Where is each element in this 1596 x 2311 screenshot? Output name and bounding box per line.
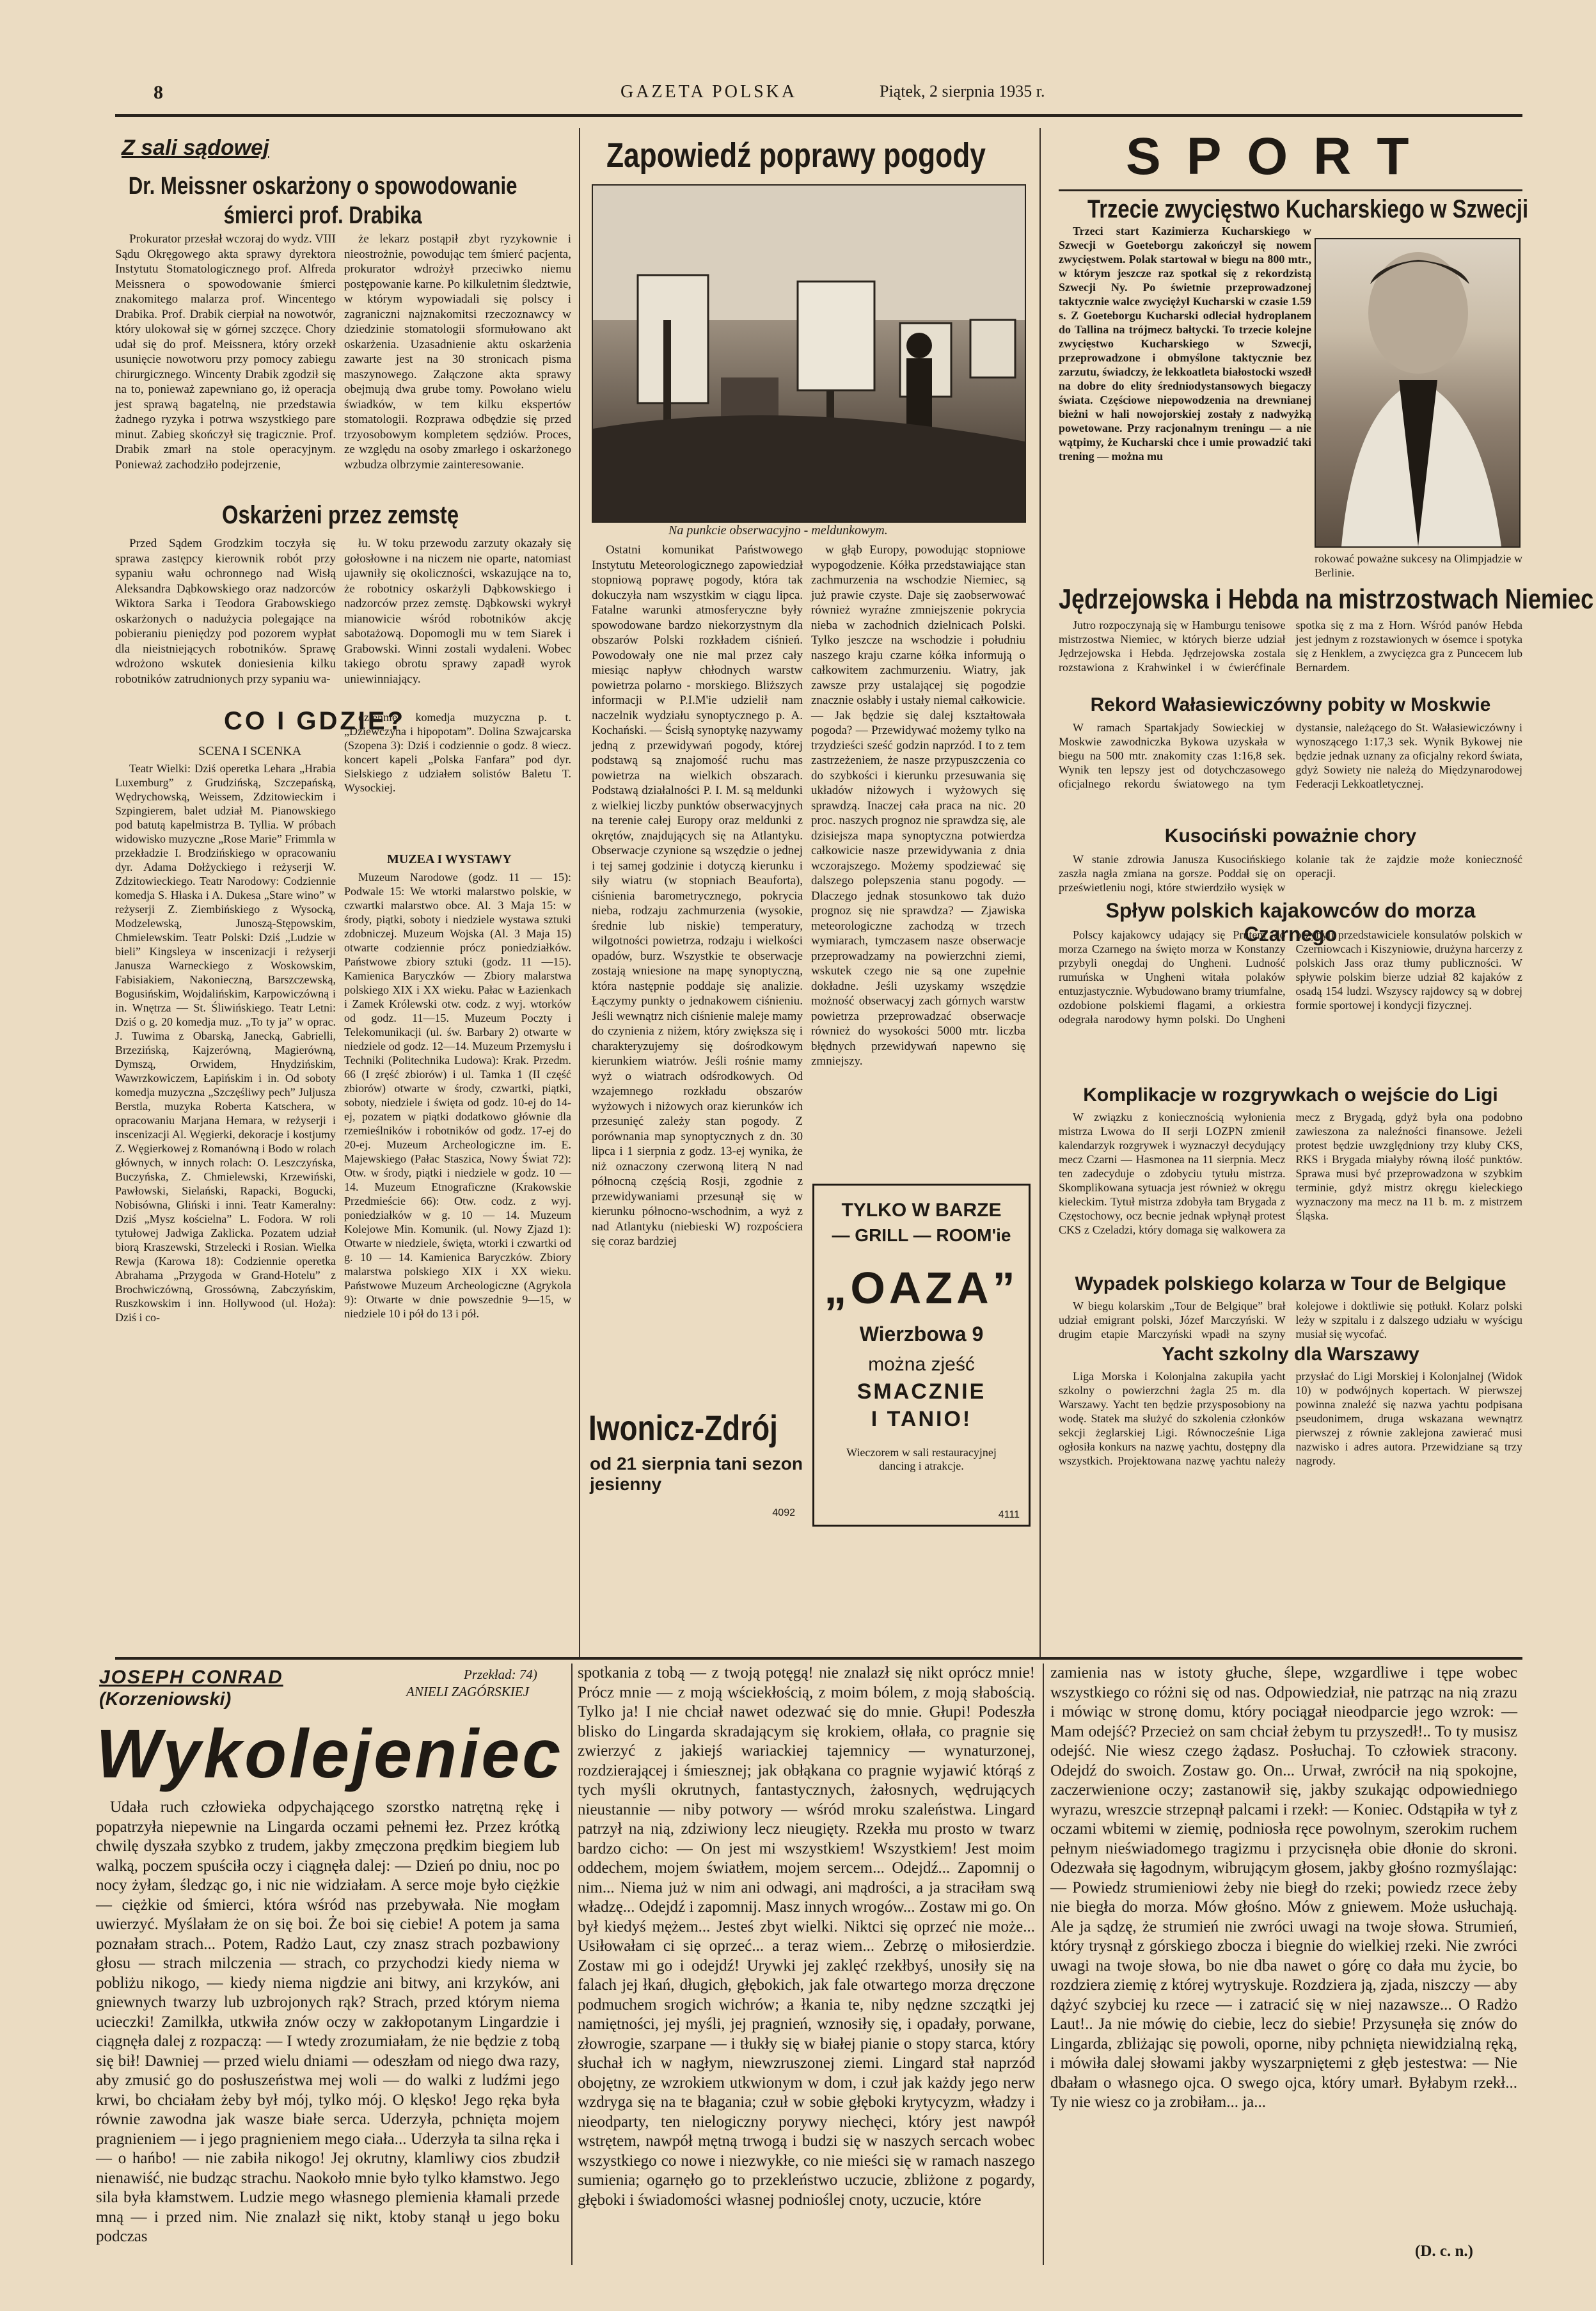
weather-photo (592, 184, 1026, 523)
coigdzie-title: CO I GDZIE? (224, 707, 406, 735)
column-divider (1039, 128, 1041, 1657)
oaza-advertisement (812, 1184, 1031, 1527)
masthead: GAZETA POLSKA (620, 82, 798, 102)
sport-headline-yacht: Yacht szkolny dla Warszawy (1162, 1344, 1419, 1365)
novel-author: JOSEPH CONRAD (99, 1667, 283, 1688)
kucharski-body: Trzeci start Kazimierza Kucharskiego w Szwecji w Goeteborgu zakończył się nowem zwycięstwem. Polak startował w biegu na 800 mtr., w którym jeszcze raz spotkał się z rekordzistą Szwecji Ny. Po świetnie przeprowadzonej taktycznie walce zwyciężył Kucharski w czasie 1.59 s. Z Goeteborgu Kucharski odleciał hydroplanem do Tallina na trójmecz bałtycki. To trzecie kolejne zwycięstwo Kucharskiego w Szwecji, przeprowadzone i obmyślone taktycznie bez zarzutu, świadczy, że lekkoatleta białostocki wszedł na dobre do elity średniodystansowych biegaczy świata. Częściowe niepowodzenia na drewnianej bieżni w hali nowojorskiej zostały z nadwyżką powetowane. Przy racjonalnym treningu — a nie wątpimy, że Kucharski chce i umie prowadzić taki trening — można mu (1059, 225, 1311, 463)
novel-title: Wykolejeniec (96, 1715, 564, 1792)
page-number: 8 (154, 82, 163, 103)
revenge-body-col2: łu. W toku przewodu zarzuty okazały się gołosłowne i na niczem nie oparte, natomiast ujawniły się okoliczności, wskazujące na to, że robotnicy oskarżyli Dąbkowskiego i nadzorców przez zemstę. Dąbkowski wykrył mianowicie wśród robotników akcję sabotażową. Dopomogli mu w tem Siarek i Grabowski. Winni zostali wydaleni. Wobec takiego obrotu sprawy zapadł wyrok uniewinniający. (344, 537, 571, 686)
ad-line: Wieczorem w sali restauracyjnej (846, 1446, 997, 1459)
scena-subhead: SCENA I SCENKA (198, 744, 302, 758)
coigdzie-body-col3: Muzeum Narodowe (godz. 11 — 15): Podwale 15: We wtorki malarstwo polskie, w czwartki malarstwo obce. Al. 3 Maja 15: w środy, piątki, soboty i niedziele wystawa sztuki zdobniczej. Muzeum Wojska (Al. 3 Maja 15) otwarte codziennie prócz poniedziałków. Państwowe zbiory sztuki (godz. 11 —15). Kamienica Baryczków — Zbiory malarstwa polskiego XIX i XX wieku. Pałac w Łazienkach i Zamek Królewski otw. codz. z wyj. wtorków od godz. 11—15. Muzeum Poczty i Telekomunikacji (ul. św. Barbary 2) otwarte w niedziele od godz. 12—14. Muzeum Przemysłu i Techniki (Politechnika Ludowa): Krak. Przedm. 66 (I zręść zbiorów) i ul. Tamka 1 (II część zbiorów) otwarte w środy, czwartki, piątki, soboty, niedziele i święta od godz. 10-ej do 14-ej, pozatem w piątki dodatkowo głównie dla rzemieślników i robotników od godz. 17-ej do 20-ej. Muzeum Archeologiczne im. E. Majewskiego (Pałac Staszica, Nowy Świat 72): Otw. w środy, piątki i niedziele w godz. 10 — 14. Muzeum Etnograficzne (Krakowskie Przedmieście 66): Otw. codz. z wyj. poniedziałków w g. 10 — 14. Muzeum Kolejowe Min. Komunik. (ul. Nowy Zjazd 1): Otwarte w niedziele, święta, wtorki i czwartki od g. 10 — 14. Kamienica Baryczków. Zbiory malarstwa polskiego XIX i XX wieku. Państwowe Muzeum Archeologiczne (Agrykola 9): Otwarte w dnie powszednie 9—15, w niedziele 10 i pół do 13 i pół. (344, 871, 571, 1320)
ad-line: — GRILL — ROOM'ie (832, 1225, 1011, 1245)
kusocinski-body: W stanie zdrowia Janusza Kusocińskiego zaszła nagła zmiana na gorsze. Poddał się on prześwietleniu nogi, które stwierdziło wysięk w kolanie tak że zajdzie może konieczność operacji. (1059, 853, 1522, 894)
kucharski-body-end: rokować poważne sukcesy na Olimpjadzie w Berlinie. (1315, 552, 1522, 579)
sport-headline-league: Komplikacje w rozgrywkach o wejście do Ligi (1083, 1084, 1498, 1106)
column-divider (579, 128, 580, 1657)
novel-col2: spotkania z tobą — z twoją potęgą! nie znalazł się nikt oprócz mnie! Prócz mnie — z moją wściekłością, z moim bólem, z moją słabością. Tylko ja! I nie chciał nawet odezwać się do mnie. Głupi! Podeszła blisko do Lingarda skradającym się krokiem, ołlała, co pragnie się zwierzyć z jakiejś wariackiej tajemnicy — wynaturzonej, rozdzierającej i śmiesznej; jak obłąkana co pragnie wyjawić którąś z tych myśli okrutnych, fantastycznych, żałosnych, wędrujących nieustannie — niby potwory — wśród mroku szaleństwa. Lingard patrzył na nią, zdziwiony lecz nieugięty. Rzekła mu prosto w twarz bardzo cicho: — On jest mi wszystkiem! Wszystkiem! Jest moim oddechem, mojem światłem, mojem sercem... Odejdź... Zapomnij o nim... Niema już w nim ani odwagi, ani mądrości, a ja straciłam swą władzę... Odejdź i zapomnij. Masz innych wrogów... Zostaw mi go. On był kiedyś mężem... Jesteś zbyt wielki. Niktci się oprzeć nie może... Usiłowałam ci się oprzeć... a teraz wiem... Zebrzę o miłosierdzie. Zostaw mi go i odejdź! Urywki jej zaklęć rzekłbyś, unosiły się na falach jej łkań, długich, głębokich, jak fale otwartego morza dręczone podmuchem srogich wichrów; a łkania te, niby nędzne szczątki jej namiętności, jej myśli, jej pragnień, wznosiły się, i opadały, porwane, złowrogie, szarpane — i tłukły się w białej pianie o stopy starca, który słuchał ich w nagłym, niewzruszonej ziemi. Lingard stał naprzód obojętny, ze wzrokiem utkwionym w dom, i czuł jak każdy jego nerw wzdryga się na te błagania; czuł w sobie głęboki krytycyzm, władzy i nieodparty, ten nielogiczny porywy niechęci, który jest nawpół wstrętem, nawpół mętną trwogą i budzi się w naszych sercach wobec wszystkiego co nowe i niezwykłe, co nie mieści się w ramach naszego sumienia; ogarnęło go to przekleństwo uczucie, zbliżone z pogardy, głęboki i świadomości własnej podnioślej cnoty, uczucie, które (578, 1664, 1035, 2209)
section-kicker: Z sali sądowej (122, 136, 269, 160)
sport-headline-kayak: Spływ polskich kajakowców do morza Czarnego (1105, 899, 1476, 946)
ad-line: dancing i atrakcje. (879, 1459, 964, 1472)
novel-translator: ANIELI ZAGÓRSKIEJ (406, 1684, 529, 1699)
sport-title-rule (1059, 189, 1522, 191)
yacht-body: Liga Morska i Kolonjalna zakupiła yacht szkolny o powierzchni żagla 25 m. dla Warszawy. Yacht ten będzie przysposobiony na wodę. Statek ma służyć do szkolenia członków sekcji żeglarskiej Ligi. Równocześnie Liga ogłosiła konkurs na nazwę yachtu, dostępny dla wszystkich. Projektowana nazwę yachtu należy przysłać do Ligi Morskiej i Kolonjalnej (Widok 10) w podwójnych kopertach. W pierwszej powinna znaleźć się nazwa yachtu podpisana pseudonimem, druga wskazana wewnątrz pierwszej z równie zaklejona zawierać musi nazwisko i adres autora. Przewidziane są trzy nagrody. (1059, 1370, 1522, 1467)
column-divider (571, 1664, 573, 2265)
coigdzie-body-col2: dziennie komedja muzyczna p. t. „Dziewczyna i hipopotam”. Dolina Szwajcarska (Szopena 3): Dziś i codziennie o godz. 8 wiecz. koncert kapeli „Polska Fanfara” pod dyr. Sielskiego z udziałem solistów Baletu T. Wysockiej. (344, 711, 571, 794)
novel-translator-label: Przekład: 74) (464, 1667, 537, 1682)
issue-date: Piątek, 2 sierpnia 1935 r. (880, 82, 1045, 100)
ad-address: Wierzbowa 9 (859, 1322, 984, 1346)
tennis-body: Jutro rozpoczynają się w Hamburgu tenisowe mistrzostwa Niemiec, w których bierze udział Jędrzejowska i Hebda. Jędrzejowska zostala rozstawiona z Krahwinkel i w ćwierćfinale spotka się z ma z Horn. Wśród panów Hebda jest jednym z rozstawionych w ósemce i spotyka się z Henklem, a zwycięzca gra z Puncecem lub Bernardem. (1059, 619, 1522, 674)
sport-headline-kusocinski: Kusociński poważnie chory (1164, 825, 1417, 846)
sport-headline-tennis: Jędrzejowska i Hebda na mistrzostwach Niemiec (1059, 584, 1594, 615)
column-divider (1043, 1664, 1044, 2265)
sport-headline-cyclist: Wypadek polskiego kolarza w Tour de Belgique (1075, 1273, 1506, 1294)
weather-body-col2: w głąb Europy, powodując stopniowe wypogodzenie. Kółka przedstawiające stan zachmurzenia na wschodzie Niemiec, są już prawie czyste. Daje się zaobserwować również wyraźne zmniejszenie pokrycia nieba w zachodnich dzielnicach Polski. Tylko jeszcze na wschodzie i południu naszego kraju czarne kółka informują o całkowitem zachmurzeniu. Wiatry, jak zawsze przy ustalającej się pogodzie znacznie osłabły i ustały niemal całkowicie. — Jak będzie się dalej kształtowała pogoda? — Przewidywać możemy tylko na trzydzieści sześć godzin naprzód. I to z tem zastrzeżeniem, że nasze przypuszczenia co do szybkości i kierunku przesuwania się układów niżowych i wyżowych się sprawdzą. Inaczej cała praca na nic. 20 proc. naszych prognoz nie sprawdza się, ale dzisiejsza mapa synoptyczna potwierdza całkowicie nasze przewidywania z dnia wczorajszego. Możemy spodziewać się dalszego polepszenia stanu pogody. — Dlaczego jednak stosunkowo tak dużo prognoz się nie sprawdza? — Zjawiska meteorologiczne zachodzą w trzech wymiarach, tymczasem nasze obserwacje przeprowadzamy na powierzchni ziemi, wskutek czego nie są one zupełnie dokładne. Jeśli uzyskamy wszędzie możność obserwacyj zach górnych warstw powietrza przeprowadzać obserwacje również do wysokości 5000 mtr. liczba błędnych przewidywań napewno się zmniejszy. (811, 543, 1025, 1068)
ad-number: 4111 (998, 1509, 1020, 1520)
ad-brand: „OAZA” (824, 1263, 1019, 1313)
cyclist-body: W biegu kolarskim „Tour de Belgique” brał udział emigrant polski, Józef Marczyński. W drugim etapie Marczyński wpadł na szyny kolejowe i doktliwie się potłukł. Kolarz polski leży w szpitalu i z dalszego udziału w wyścigu musiał się wycofać. (1059, 1299, 1522, 1340)
revenge-headline: Oskarżeni przez zemstę (222, 501, 459, 529)
iwonicz-advertisement (582, 1398, 803, 1523)
ad-line: TYLKO W BARZE (841, 1200, 1002, 1221)
ad-line: SMACZNIE (857, 1379, 986, 1404)
kucharski-portrait-photo (1315, 238, 1521, 548)
section-divider (115, 1657, 1522, 1660)
to-be-continued: (D. c. n.) (1415, 2243, 1473, 2260)
page-header-rule (115, 75, 1522, 117)
revenge-body-col1: Przed Sądem Grodzkim toczyła się sprawa zastępcy kierownik robót przy sypaniu wału ochronnego nad Wisłą Aleksandra Dąbkowskiego oraz nadzorców Wiktora Sarka i Teodora Grabowskiego oskarżonych o nadużycia polegające na pobieraniu pieniędzy pod pozorem wypłat dla nieistniejących robotników. Sprawę wdrożono wskutek doniesienia kilku robotników zatrudnionych przy sypaniu wa- (115, 537, 336, 686)
weather-headline: Zapowiedź poprawy pogody (606, 136, 986, 175)
court-headline: Dr. Meissner oskarżony o spowodowanie śmierci prof. Drabika (128, 173, 518, 229)
muzea-subhead: MUZEA I WYSTAWY (387, 852, 512, 866)
ad-line: I TANIO! (871, 1407, 972, 1431)
sport-headline-record: Rekord Wałasiewiczówny pobity w Moskwie (1090, 694, 1491, 715)
ad-line: można zjeść (868, 1354, 975, 1375)
ad-subtitle: od 21 sierpnia tani sezon jesienny (590, 1454, 803, 1494)
league-body: W związku z koniecznością wyłonienia mistrza Lwowa do II serji LOZPN zmienił kalendarzyk rozgrywek i wyznaczył decydujący mecz Czarni — Hasmonea na 11 sierpnia. Mecz ten zadecyduje o zdobyciu tytułu mistrza. Skomplikowana sytuacja jest również w okręgu kieleckim. Tytuł mistrza zdobyła tam Brygada z Częstochowy, ocz becnie jednak wpłynął protest CKS z Czeladzi, który domaga się walkowera za mecz z Brygadą, gdyż była ona podobno zawieszona za naleźności finansowe. Jeżeli protest będzie uwzględniony trzy kluby CKS, RKS i Brygada miałyby równą ilość punktów. Sprawa musi być przeprowadzona w szybkim terminie, gdyż mistrz okręgu kieleckiego wyznaczony ma mecz na 11 b. m. z mistrzem Śląska. (1059, 1111, 1522, 1236)
kayak-body: Polscy kajakowcy udający się Prutem do morza Czarnego na święto morza w Konstanzy przybyli onegdaj do Ungheni. Ludność rumuńska w Ungheni witała polaków entuzjastycznie. Wybudowano bramy triumfalne, ozdobione polskiemi flagami, a orkiestra odegrała narodowy hymn polski. Do Ungheni przybyli przedstawiciele konsulatów polskich w Czerniowcach i Kiszyniowie, drużyna harcerzy z polskich Jass oraz tłumy publiczności. W spływie polskim bierze udział 82 kajaków z osadą 154 ludzi. Wszyscy rajdowcy są w dobrej formie sportowej i kondycji fizycznej. (1059, 928, 1522, 1026)
observation-station-illustration (593, 186, 1025, 521)
novel-col1: Udała ruch człowieka odpychającego szorstko natrętną rękę i popatrzyła niepewnie na Lingarda oczami pełnemi łez. Przez krótką chwilę dyszała szybko z trudem, jakby zmęczona prędkim biegiem lub walką, poczem spuściła oczy i ciągnęła dalej: — Dzień po dniu, noc po nocy żyłam, śledząc go, i nic nie widziałam. A serce moje było ciężkie — ciężkie od śmierci, która wśród nas przebywała. Nie mogłam uwierzyć. Myślałam że on się boi. Że boi się ciebie! A potem ja sama poznałam strach... Potem, Radżo Laut, czy znasz strach pozbawiony głosu — strach milczenia — strach, co przychodzi kiedy niema w pobliżu nikogo, — kiedy niema nigdzie ani bitwy, ani krzyków, ani gniewnych twarzy lub uzbrojonych rąk? Strach, przed którym niema ucieczki! Zamilkła, utkwiła znów oczy w zakłopotanym Lingardzie i ciągnęła dalej z rozpaczą: — I wtedy zrozumiałam, że nie będzie z tobą się bił! Dawniej — przed wielu dniami — odeszłam od niego dwa razy, aby zmusić go do posłuszeństwa mej woli — do walki z ludźmi jego krwi, bo chciałam żeby był mój, tylko mój. O klęsko! Jego ręka była równie zawodna jak wasze białe serca. Uderzyła, pchnięta mojem pragnieniem — i jego pragnieniem mego ciała... Uderzyła ta silna ręka i — o hańbo! — nie zabiła nikogo! Jej okrutny, klamliwy cios zbudził nienawiść, nie budząc strachu. Naokoło mnie było tylko kłamstwo. Jego sila była kłamstwem. Ludzie mego własnego plemienia kłamali przede mną — i przed nim. Nie znalazł się nikt, ktoby stanął u jego boku podczas (96, 1799, 560, 2245)
court-body-col2: że lekarz postąpił zbyt ryzykownie i nieostrożnie, powodując tem śmierć pacjenta, prokurator wdrożył przeciwko niemu postępowanie karne. Po kilkuletnim śledztwie, w którym wypowiadali się polscy i zagraniczni najznakomitsi rzeczoznawcy w dziedzinie stomatologii sformułowano akt oskarżenia. Uzasadnienie aktu oskarżenia zawarte jest na 30 stronicach pisma maszynowego. Załączone akta sprawy obejmują dwa grube tomy. Powołano wielu świadków, w tem kilku ekspertów stomatologii. Rozprawa odbędzie się przed trzyosobowym kompletem sędziów. Proces, ze względu na osoby zmarłego i oskarżonego wzbudza olbrzymie zainteresowanie. (344, 232, 571, 472)
novel-author-alt: (Korzeniowski) (99, 1689, 232, 1710)
ad-number: 4092 (772, 1507, 795, 1518)
sport-headline-kucharski: Trzecie zwycięstwo Kucharskiego w Szwecji (1087, 195, 1529, 223)
court-body-col1: Prokurator przesłał wczoraj do wydz. VIII Sądu Okręgowego akta sprawy dyrektora Instytutu Stomatologicznego prof. Alfreda Meissnera o spowodowanie śmierci znakomitego malarza prof. Wincentego Drabika. Prof. Drabik cierpiał na nowotwór, który ulokował się w górnej szczęce. Chory udał się do prof. Meissnera, który orzekł usunięcie nowotworu przy pomocy zabiegu chirurgicznego. Wincenty Drabik zgodził się na to, ponieważ zapewniano go, iż operacja jest sprawą bagatelną, nie przedstawia żadnego ryzyka i potrwa wszystkiego pare minut. Zabieg skończył się tragicznie. Prof. Drabik zmarł na stole operacyjnym. Ponieważ zachodziło podejrzenie, (115, 232, 336, 472)
coigdzie-body-col1: Teatr Wielki: Dziś operetka Lehara „Hrabia Luxemburg” z Grudzińską, Szczepańską, Wędrychowską, Weissem, Zdzitowieckim i Szpingierem, balet udział M. Pianowskiego pod batutą kapelmistrza B. Tyllia. W próbach widowisko muzyczne „Rose Marie” Frimmla w przekładzie I. Brodzińskiego w opracowaniu dyr. Adama Dołżyckiego i reżyserji W. Zdzitowieckiego. Teatr Narodowy: Codziennie komedja S. Hłaska i A. Dukesa „Stare wino” w reżyserji Z. Ziembińskiego z Wysocką, Modzelewską, Junoszą-Stępowskim, Chmielewskim. Teatr Polski: Dziś „Ludzie w bieli” Kingsleya w inscenizacji i reżyserji Janusza Warneckiego z Woskowskim, Fabisiakiem, Nakonieczną, Barszczewską, Bogusińskim, Wojdalińskim, Karpowiczówną i in. Wnętrza — St. Śliwińskiego. Teatr Letni: Dziś o g. 20 komedja muz. „To ty ja” w oprac. J. Tuwima z Obarską, Janecką, Gabrielli, Brzezińską, Kajzerówną, Magierówną, Dymszą, Orwidem, Hnydzińskim, Wawrzkowiczem, Łapińskim i in. Od soboty komedja muzyczna „Szczęśliwy pech” Juljusza Berstla, muzyka Roberta Katschera, w opracowaniu Marjana Hemara, w reżyserji i inscenizacji Al. Węgierki, dekoracje i kostjumy Z. Węgierkowej z Romanówną i Bodo w rolach głównych, w innych rolach: O. Leszczyńska, Buczyńska, Z. Chmielewski, Krzewiński, Pawłowski, Sielański, Rapacki, Bogucki, Nobisówna, Gliński i inni. Teatr Kameralny: Dziś „Mysz kościelna” L. Fodora. W roli tytułowej Jadwiga Zaklicka. Pozatem udział biorą Kraszewski, Strzelecki i Rosian. Wielka Rewja (Karowa 18): Codziennie operetka Abrahama „Przygoda w Grand-Hotelu” z Brochwiczówną, Grossówną, Zabczyńskim, Ruszkowskim i inn. Hollywood (ul. Hoża): Dziś i co- (115, 762, 336, 1324)
sport-section-title: SPORT (1126, 127, 1435, 186)
athlete-portrait (1316, 239, 1519, 546)
record-body: W ramach Spartakjady Sowieckiej w Moskwie zawodniczka Bykowa uzyskała w biegu na 500 mtr. znakomity czas 1:16,8 sek. Wynik ten lepszy jest od dotychczasowego oficjalnego rekordu światowego na tym dystansie, należącego do St. Wałasiewiczówny i wynoszącego 1:17,3 sek. Wynik Bykowej nie będzie jednak uznany za oficjalny rekord świata, gdyż Sowiety nie należą do Międzynarodowej Federacji Lekkoatletycznej. (1059, 721, 1522, 790)
novel-col3: zamienia nas w istoty głuche, ślepe, wzgardliwe i tępe wobec wszystkiego co różni się od nas. Odpowiedział, nie patrząc na nią zrazu i mówiąc w stronę domu, który pociągał nieodparcie jego wzrok: — Mam odejść? Przecież on sam chciał żebym tu przyszedł!.. To ty musisz odejść. Nie wiesz czego żądasz. Posłuchaj. To człowiek stracony. Odejdź do swoich. Zostaw go. On... Urwał, zwrócił na nią spokojne, zaczerwienione oczy; zastanowił się, jakby szukając odpowiedniego wyrazu, wreszcie strzepnął palcami i rzekł: — Koniec. Odstąpiła w tył z oczami wbitemi w ziemię, podniosła ręce powolnym, szerokim ruchem pełnym nieświadomego tragizmu i przycisnęła obie dłonie do skroni. Odezwała się łagodnym, wibrującym głosem, jakby głośno rozmyślając: — Powiedz strumieniowi żeby nie biegł do rzeki; powiedz rzece żeby nie biegła do morza. Mów głośno. Mów z gniewem. Może usłuchają. Ale ja sądzę, że strumień nie zwróci uwagi na twoje słowa. Strumień, który trysnął z górskiego zbocza i biegnie do wielkiej rzeki. Nie zwróci uwagi na twoje słowa, bo nie dba nawet o górę co dała mu życie, bo rozdziera ziemię z której wytryskuje. Rozdziera ją, zjada, niszczy — aby dążyć szybciej ku rzece — i zatracić się w niej nazawsze... O Radżo Laut!.. Ja nie mówię do ciebie, lecz do siebie! Przysunęła się znów do Lingarda, zbliżając się powoli, oporne, niby pchnięta niewidzialną ręką, i mówiła dalej słowami jakby wyszarpniętemi z głęb jestestwa: — Nie dbałam o własnego ojca. O swego ojca, który umarł. Byłabym rzekł... Ty nie wiesz co ja zrobiłam... ja... (1050, 1664, 1517, 2111)
weather-body-col1: Ostatni komunikat Państwowego Instytutu Meteorologicznego zapowiedział stopniową poprawę pogody, która tak dokuczyła nam wszystkim w ciągu lipca. Fatalne warunki atmosferyczne były spowodowane bardzo niekorzystnym dla obszarów Polski rozkładem ciśnień. Powodowały one nie mal przez cały miesiąc napływ chłodnych warstw powietrza polarno - morskiego. Bliższych informacji w P.I.M'ie udzielił nam naczelnik wydziału synoptycznego p. A. Kochański. — Ścisłą synoptykę nazywamy jedną z przewidywań pogody, której podstawą są znajomość ruchu mas powietrza na wielkich obszarach. Podstawą działalności P. I. M. są meldunki z wielkiej liczby punktów obserwacyjnych na terenie całej Europy oraz meldunki z okrętów, znajdujących się na Atlantyku. Obserwacje czynione są wszędzie o jednej i tej samej godzinie i dotyczą kierunku i siły wiatru (w stopniach Beauforta), ciśnienia barometrycznego, pokrycia nieba, rodzaju zachmurzenia (wysokie, średnie lub niskie) temperatury, wilgotności powietrza, rodzaju i wielkości opadów, burz. Wszystkie te obserwacje zostają wniesione na mapę synoptyczną, która następnie poddaje się analizie. Łączymy punkty o jednakowem ciśnieniu. Jeśli wewnątrz nich ciśnienie maleje mamy do czynienia z niżem, który zwiększa się i charakteryzujemy się dośrodkowym kierunkiem wiatrów. Jeśli rośnie mamy wyż o wiatrach odśrodkowych. Od wzajemnego rozkładu obszarów wyżowych i niżowych oraz kierunków ich przesunięć zależy stan pogody. Z porównania map synoptycznych z dn. 30 lipca i 1 sierpnia z godz. 13-ej wynika, że niż oznaczony czerwoną literą N nad północną częścią Rosji, zgodnie z przewidywaniami przesunął się w kierunku północno-wschodnim, a wyż z nad Atlantyku (niebieski W) rozpościera się coraz bardziej (592, 543, 803, 1248)
ad-title: Iwonicz-Zdrój (589, 1408, 778, 1448)
photo-caption: Na punkcie obserwacyjno - meldunkowym. (668, 523, 888, 537)
